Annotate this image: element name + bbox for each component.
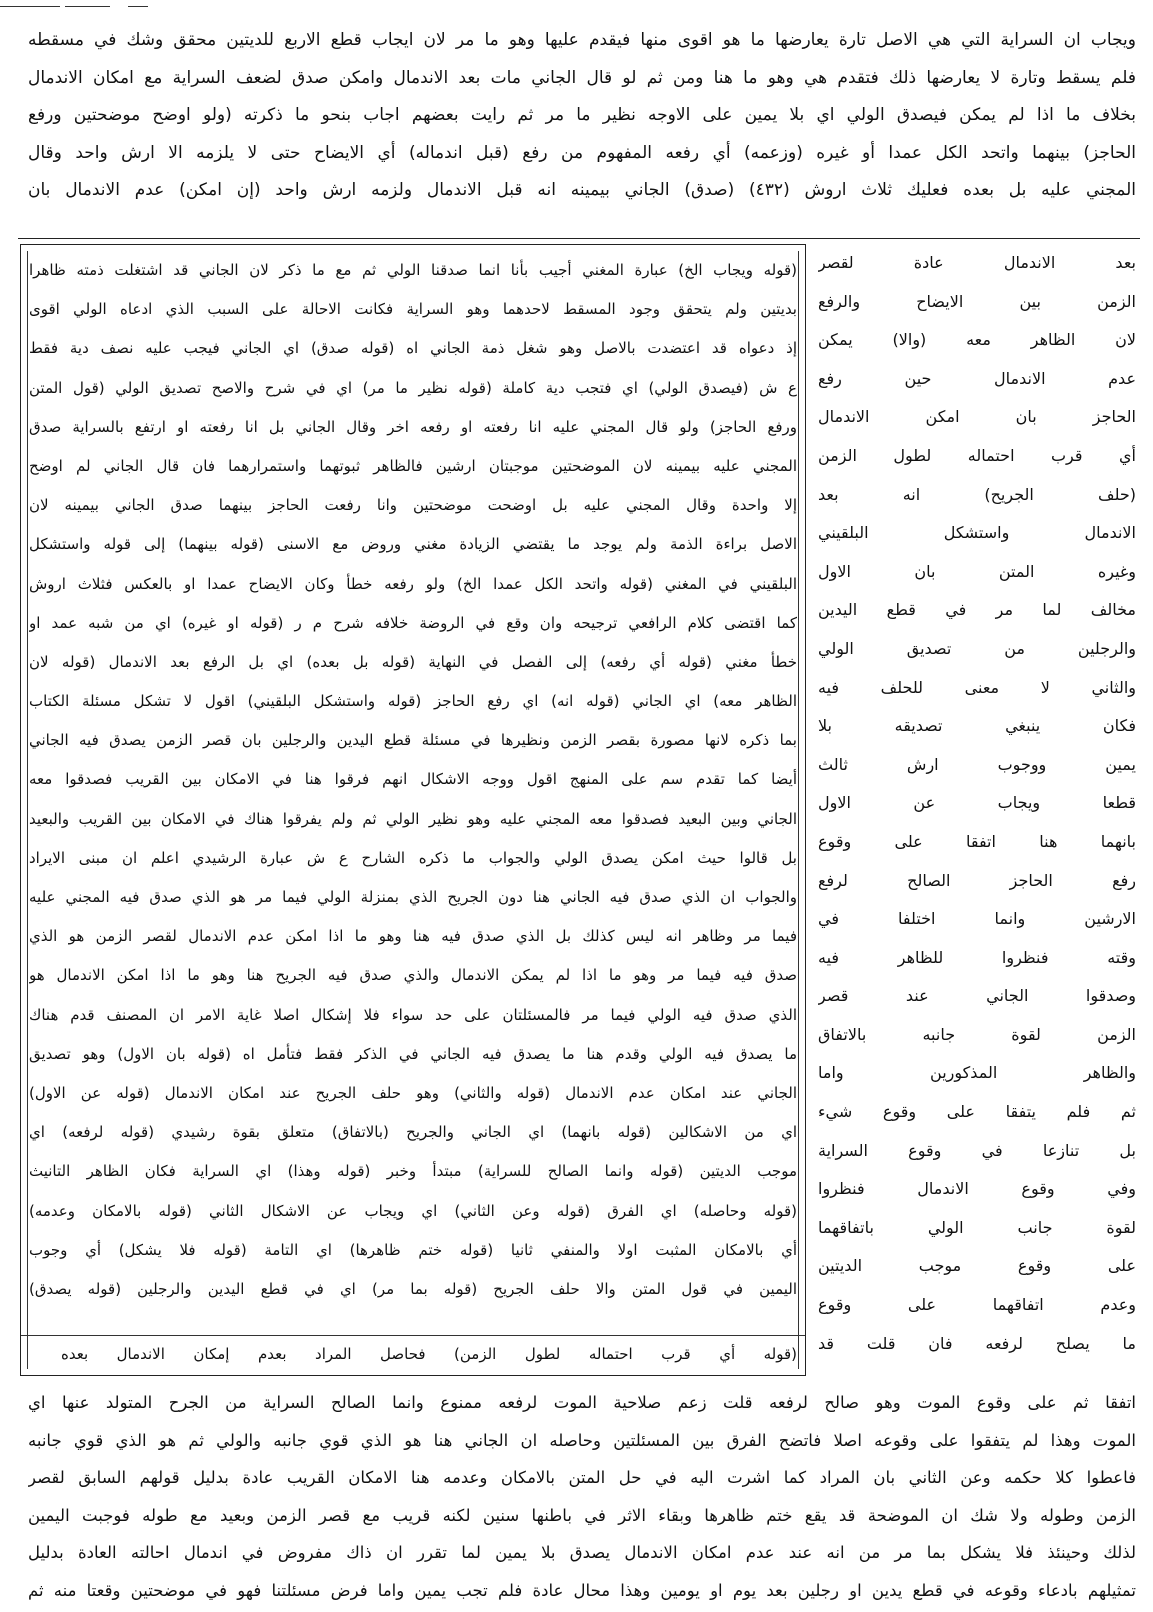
text-line: إذ دعواه قد اعتضدت بالاصل وهو شغل ذمة الجاني اه (قوله صدق) اي الجاني فيجب عليه نصف دية فقط (29, 339, 797, 358)
text-line: ورفع الحاجز) ولو قال المجني عليه انا رفعته او رفعه اخر وقال الجاني بل انا رفعته او ارتفع بالسراية صدق (29, 417, 797, 436)
section-divider (18, 238, 1140, 239)
text-line: وقته فنظروا للظاهر فيه (818, 947, 1136, 967)
text-line: الظاهر معه) اي الجاني (قوله انه) اي رفع الحاجز (قوله واستشكل البلقيني) اقول لا تشكل مسئلة الكتاب (29, 692, 797, 711)
text-line: الزمن وطوله ولا شك ان الموضحة قد يقع ختم ظاهرها وبقاء الاثر في باطنها سنين لكنه قريب مع قصر الزمن وبعيد مع طوله فوجبت اليمين (28, 1505, 1136, 1525)
text-line: على وقوع موجب الديتين (818, 1256, 1136, 1276)
text-line: الزمن بين الايضاح والرفع (818, 291, 1136, 311)
main-text-top (28, 22, 1136, 210)
commentary-box (20, 244, 806, 1376)
text-line: عدم الاندمال حين رفع (818, 368, 1136, 388)
text-line: ما يصدق فيه الولي وقدم هنا ما يصدق فيه الجاني في الذكر فقط فتأمل اه (قوله بان الاول) وهو تصديق (29, 1044, 797, 1063)
text-line: الجاني وبين البعيد فصدقوا معه المجني عليه وهو نظير الولي ثم ولم يفرقوا هناك في الامكان بين القريب والبعيد (29, 809, 797, 828)
main-text-bottom (28, 1384, 1136, 1609)
text-line: فيما مر وظاهر انه ليس كذلك بل الذي صدق فيه هنا وهو ما اذا امكن عدم الاندمال لقصر الزمن هو الذي (29, 927, 797, 946)
text-line: الاصل براءة الذمة ولم يوجد ما يقتضي الزيادة مغني وروض مع الاسنى (قوله بينهما) إلى قوله واستشكل (29, 535, 797, 554)
text-line: (قوله وحاصله) اي الفرق (قوله وعن الثاني) اي ويجاب عن الاشكال الثاني (قوله بالامكان وعدمه) (29, 1201, 797, 1220)
text-line: بل تنازعا في وقوع السراية (818, 1140, 1136, 1160)
text-line: لذلك وحينئذ فلا يشكل بما مر من انه عند عدم امكان الاندمال يصدق بلا يمين لما تقرر ان ذاك مفروض في اندمال احالته العادة بدليل (28, 1543, 1136, 1562)
text-line: ع ش (فيصدق الولي) اي فتجب دية كاملة (قوله نظير ما مر) اي في شرح والاصح تصديق الولي (قول المتن (29, 378, 797, 397)
text-line: البلقيني في المغني (قوله واتحد الكل عمدا الخ) ولو رفعه خطأ وكان الايضاح عمدا او بالعكس فثلاث اروش (29, 574, 797, 593)
text-line: الموت وهذا لم يتفقوا على وقوعه اصلا فاتضح الفرق بين المسئلتين وحاصله ان الجاني هنا هو الذي قوي جانبه والولي ثم هو الذي قوي جانبه (28, 1430, 1136, 1450)
header-rule-mark (0, 6, 60, 7)
text-line: الزمن لقوة جانبه بالاتفاق (818, 1024, 1136, 1044)
text-line: الجاني عند امكان عدم الاندمال (قوله والثاني) وهو حلف الجريح عند امكان الاندمال (قوله عن الاول) (29, 1083, 797, 1102)
text-line: موجب الديتين (قوله وانما الصالح للسراية) مبتدأ وخبر (قوله وهذا) اي السراية فكان الظاهر التانيث (29, 1162, 797, 1181)
text-line: قطعا ويجاب عن الاول (818, 793, 1136, 813)
text-line: المجني عليه بل بعده فعليك ثلاث اروش (٤٣٢) (صدق) الجاني بيمينه انه قبل الاندمال ولزمه ارش واحد (إن امكن) عدم الاندمال بان (28, 180, 1136, 200)
text-line: ويجاب ان السراية التي هي الاصل تارة يعارضها ما هو اقوى منها فيقدم عليها وهو ما مر لان ايجاب قطع الاربع للديتين محقق وشك في مسقطه (28, 30, 1136, 50)
text-line: بانهما هنا اتفقا على وقوع (818, 831, 1136, 851)
text-line: الذي صدق فيه الولي فيما مر فالمسئلتان على حد سواء فلا إشكال اصلا غاية الامر ان المصنف قدم هناك (29, 1005, 797, 1024)
text-line: بعد الاندمال عادة لقصر (818, 253, 1136, 272)
header-rule-mark (65, 6, 110, 7)
text-line: أي قرب احتماله لطول الزمن (818, 445, 1136, 465)
text-line: وصدقوا الجاني عند قصر (818, 986, 1136, 1006)
text-line: فكان ينبغي تصديقه بلا (818, 716, 1136, 736)
text-line: اتفقا ثم على وقوع الموت وهو صالح لرفعه قلت زعم صلاحية الموت لرفعه ممنوع وانما الصالح السراية من الجرح المتولد عنها اي (28, 1393, 1136, 1412)
text-line: إلا واحدة وقال المجني عليه بل اوضحت موضحتين وانا رفعت الحاجز بينهما صدق الجاني بيمينه لان (29, 496, 797, 515)
text-line: مخالف لما مر في قطع اليدين (818, 600, 1136, 620)
text-line: بديتين ولم يتحقق وجود المسقط لاحدهما وهو السراية فكانت الاحالة على السبب الذي ادعاه الولي اقوى (29, 300, 797, 319)
text-line: والجواب ان الذي صدق فيه الجاني هنا دون الجريح الذي بمنزلة الولي فيما مر هو الذي صدق فيه المجني عليه (29, 888, 797, 906)
text-line: ثم فلم يتفقا على وقوع شيء (818, 1102, 1136, 1122)
text-line: وفي وقوع الاندمال فنظروا (818, 1179, 1136, 1199)
text-line: ما يصلح لرفعه فان قلت قد (818, 1333, 1136, 1353)
text-line: فاعطوا كلا حكمه وعن الثاني بان المراد كما اشرت اليه في حل المتن بالامكان وعدمه هنا الامكان القريب عادة بدليل قولهم السابق لقصر (28, 1468, 1136, 1487)
text-line: (حلف الجريح) انه بعد (818, 484, 1136, 504)
text-line: والثاني لا معنى للحلف فيه (818, 677, 1136, 697)
text-line: المجني عليه بيمينه لان الموضحتين موجبتان ارشين فالظاهر ثبوتهما واستمرارهما فان قال الجاني لم اوضح (29, 456, 797, 475)
text-line: خطأ مغني (قوله أي رفعه) إلى الفصل في النهاية (قوله بل بعده) اي بل الرفع بعد الاندمال (قوله لان (29, 652, 797, 671)
text-line: بما ذكره لانها مصورة بقصر الزمن ونظيرها في مسئلة قطع اليدين والرجلين بان قصر الزمن يصدق فيه الجاني (29, 731, 797, 750)
text-line: بخلاف ما اذا لم يمكن فيصدق الولي اي بلا يمين على الاوجه نظير ما مر ثم رايت بعضهم اجاب بنحو ما ذكرته (ولو اوضح موضحتين ورفع (28, 105, 1136, 125)
text-line: لقوة جانب الولي باتفاقهما (818, 1217, 1136, 1237)
text-line: الحاجز) بينهما واتحد الكل عمدا أو غيره (وزعمه) أي رفعه المفهوم من رفع (قبل اندماله) أي الايضاح حتى لا يلزمه الا ارش واحد وقال (28, 142, 1136, 163)
text-line: صدق فيه فيما مر وهو ما اذا لم يمكن الاندمال والذي صدق فيه الجريح هنا وهو ما اذا امكن الاندمال هو (29, 966, 797, 985)
text-line: والظاهر المذكورين واما (818, 1063, 1136, 1083)
commentary-separator (21, 1335, 805, 1336)
text-line: الحاجز بان امكن الاندمال (818, 407, 1136, 427)
text-line: أي بالامكان المثبت اولا والمنفي ثانيا (قوله ختم ظاهرها) اي التامة (قوله فلا يشكل) أي وجوب (29, 1240, 797, 1259)
text-line: والرجلين من تصديق الولي (818, 638, 1136, 658)
text-line: اليمين في قول المتن والا حلف الجريح (قوله بما مر) اي في قطع اليدين والرجلين (قوله يصدق) (29, 1279, 797, 1298)
text-line: تمثيلهم بادعاء وقوعه في قطع يدين او رجلين بعد يوم او يومين وهذا محال عادة فلم تجب يمين واما فرض مسئلتنا فهو في موضحتين وقعتا منه ثم (28, 1580, 1136, 1600)
text-line: (قوله ويجاب الخ) عبارة المغني أجيب بأنا انما صدقنا الولي ثم مع ما ذكر لان الجاني قد اشتغلت ذمته ظاهرا (29, 261, 797, 279)
text-line: أيضا كما تقدم سم على المنهج اقول ووجه الاشكال انهم فرقوا هنا في الامكان بين القريب فصدقوا معه (29, 770, 797, 789)
header-rule-mark (128, 6, 148, 7)
text-line: رفع الحاجز الصالح لرفع (818, 870, 1136, 890)
text-line: فلم يسقط وتارة لا يعارضها ذلك فتقدم هي وهو ما هنا ومن ثم لو قال الجاني مات بعد الاندمال وامكن صدق لضعف السراية مع امكان الاندمال (28, 67, 1136, 88)
text-line: كما اقتضى كلام الرافعي ترجيحه وان وقع في الروضة خلافه شرح م ر (قوله او غيره) اي من شبه عمد او (29, 613, 797, 632)
text-line: وعدم اتفاقهما على وقوع (818, 1295, 1136, 1315)
text-line: الارشين وانما اختلفا في (818, 909, 1136, 929)
text-line: الاندمال واستشكل البلقيني (818, 523, 1136, 543)
text-line: وغيره المتن بان الاول (818, 561, 1136, 581)
text-line: يمين ووجوب ارش ثالث (818, 754, 1136, 774)
commentary-text (29, 251, 797, 1309)
text-line: اي من الاشكالين (قوله بانهما) اي الجاني والجريح (بالاتفاق) متعلق بقوة رشيدي (قوله لرفعه) اي (29, 1123, 797, 1142)
main-text-side-column (818, 244, 1136, 1363)
commentary-footer-line: (قوله أي قرب احتماله لطول الزمن) فحاصل المراد بعدم إمكان الاندمال بعده (61, 1345, 797, 1363)
text-line: لان الظاهر معه (والا) يمكن (818, 330, 1136, 350)
text-line: بل قالوا حيث امكن يصدق الولي والجواب ما ذكره الشارح ع ش عبارة الرشيدي اعلم ان مبنى الايراد (29, 848, 797, 867)
